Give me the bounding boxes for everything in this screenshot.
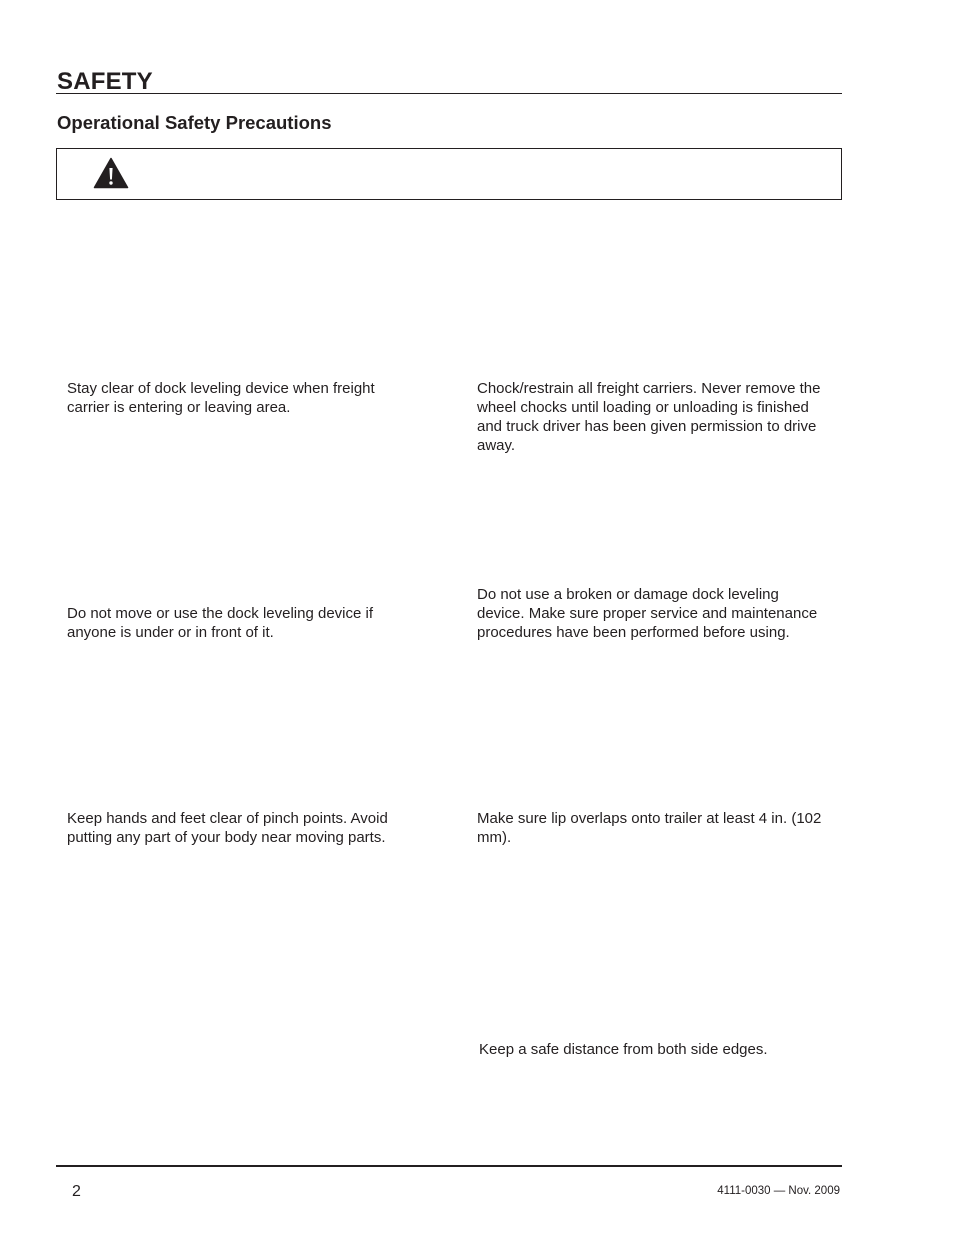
precaution-chock-restrain: Chock/restrain all freight carriers. Never remove the wheel chocks until loading or unloading is finished and truck driver has been given permission to drive away.: [477, 380, 821, 454]
precaution-do-not-move: Do not move or use the dock leveling device if anyone is under or in front of it.: [67, 605, 373, 641]
warning-triangle-icon: [93, 157, 129, 189]
page-number: 2: [72, 1183, 81, 1200]
header-divider: [56, 93, 842, 94]
subsection-title: Operational Safety Precautions: [57, 112, 332, 133]
document-id: 4111-0030 — Nov. 2009: [717, 1185, 840, 1197]
section-title: SAFETY: [57, 68, 153, 95]
precaution-side-edges: Keep a safe distance from both side edges.: [479, 1041, 768, 1058]
warning-box: [56, 148, 842, 200]
footer-divider: [56, 1165, 842, 1167]
precaution-pinch-points: Keep hands and feet clear of pinch points. Avoid putting any part of your body near moving parts.: [67, 810, 388, 846]
precaution-lip-overlap: Make sure lip overlaps onto trailer at least 4 in. (102 mm).: [477, 810, 822, 846]
precaution-stay-clear: Stay clear of dock leveling device when freight carrier is entering or leaving area.: [67, 380, 375, 416]
precaution-broken-device: Do not use a broken or damage dock leveling device. Make sure proper service and maintenance procedures have been performed before using.: [477, 586, 818, 641]
